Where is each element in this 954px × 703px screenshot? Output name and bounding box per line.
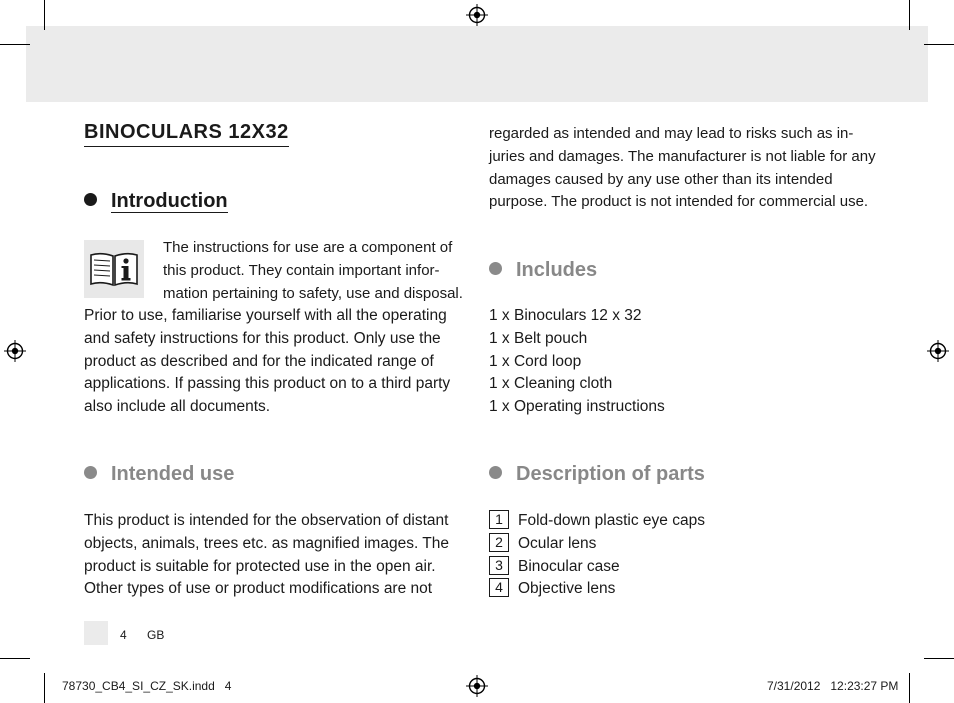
bullet-icon	[84, 466, 97, 479]
list-item	[489, 578, 889, 601]
text-line: damages caused by any use other than its intended	[489, 170, 833, 188]
list-item: 1 x Operating instructions	[489, 398, 665, 416]
text-line: This product is intended for the observation of distant	[84, 512, 449, 529]
text-line: and safety instructions for this product. Only use the	[84, 329, 441, 347]
header-band	[26, 26, 928, 102]
crop-mark	[0, 44, 30, 45]
crop-mark	[924, 658, 954, 659]
parts-heading-text: Description of parts	[516, 463, 705, 485]
crop-mark	[0, 658, 30, 659]
list-item: 1 x Belt pouch	[489, 329, 588, 347]
parts-list	[489, 510, 889, 601]
text-line: product as described and for the indicated range of	[84, 352, 434, 370]
crop-mark	[924, 44, 954, 45]
list-item	[489, 533, 889, 556]
intended-use-heading	[84, 461, 234, 487]
registration-mark-icon	[466, 4, 488, 26]
part-number-box: 1	[489, 510, 509, 529]
intended-use-heading-text: Intended use	[111, 463, 235, 485]
text-line: regarded as intended and may lead to risks such as in-	[489, 125, 854, 142]
document-title: BINOCULARS 12X32	[84, 119, 289, 147]
list-item: 1 x Cleaning cloth	[489, 375, 613, 393]
intended-use-body	[84, 510, 474, 601]
info-book-icon-graphic	[84, 240, 144, 298]
part-number-box: 4	[489, 578, 509, 597]
page-marker-box	[84, 621, 108, 645]
part-label: Objective lens	[518, 580, 616, 598]
intended-use-continuation	[489, 123, 889, 214]
part-number-box: 3	[489, 556, 509, 575]
list-item	[489, 556, 889, 579]
text-line: this product. They contain important infor-	[163, 261, 440, 279]
registration-mark-icon	[4, 340, 26, 362]
language-code: GB	[147, 628, 165, 642]
bullet-icon	[489, 262, 502, 275]
list-item	[489, 510, 889, 533]
text-line: applications. If passing this product on to a third party	[84, 375, 451, 393]
crop-mark	[44, 0, 45, 30]
info-book-icon	[84, 240, 144, 298]
text-line: also include all documents.	[84, 398, 271, 416]
text-line: purpose. The product is not intended for commercial use.	[489, 193, 869, 211]
text-line: objects, animals, trees etc. as magnified images. The	[84, 534, 449, 552]
introduction-heading-text: Introduction	[111, 190, 228, 212]
text-line: product is suitable for protected use in the open air.	[84, 557, 436, 575]
registration-mark-icon	[927, 340, 949, 362]
introduction-body	[84, 305, 474, 419]
includes-heading-text: Includes	[516, 259, 598, 281]
part-label: Ocular lens	[518, 534, 597, 552]
part-label: Fold-down plastic eye caps	[518, 512, 705, 529]
introduction-icon-text	[163, 237, 468, 305]
text-line: Other types of use or product modifications are not	[84, 580, 433, 598]
text-line: The instructions for use are a component of	[163, 239, 453, 256]
includes-heading	[489, 257, 597, 283]
text-line: mation pertaining to safety, use and disposal.	[163, 284, 463, 302]
list-item: 1 x Binoculars 12 x 32	[489, 307, 642, 324]
registration-mark-icon	[466, 675, 488, 697]
part-number-box: 2	[489, 533, 509, 552]
list-item: 1 x Cord loop	[489, 352, 582, 370]
slug-timestamp: 7/31/2012 12:23:27 PM	[767, 679, 899, 693]
introduction-heading	[84, 188, 228, 214]
page-number: 4	[120, 628, 127, 642]
part-label: Binocular case	[518, 557, 620, 575]
bullet-icon	[489, 466, 502, 479]
bullet-icon	[84, 193, 97, 206]
slug-file-name: 78730_CB4_SI_CZ_SK.indd 4	[62, 679, 232, 693]
text-line: Prior to use, familiarise yourself with all the operating	[84, 307, 447, 324]
parts-heading	[489, 461, 705, 487]
text-line: juries and damages. The manufacturer is not liable for any	[489, 147, 876, 165]
crop-mark	[44, 673, 45, 703]
includes-list	[489, 305, 889, 419]
crop-mark	[909, 673, 910, 703]
crop-mark	[909, 0, 910, 30]
